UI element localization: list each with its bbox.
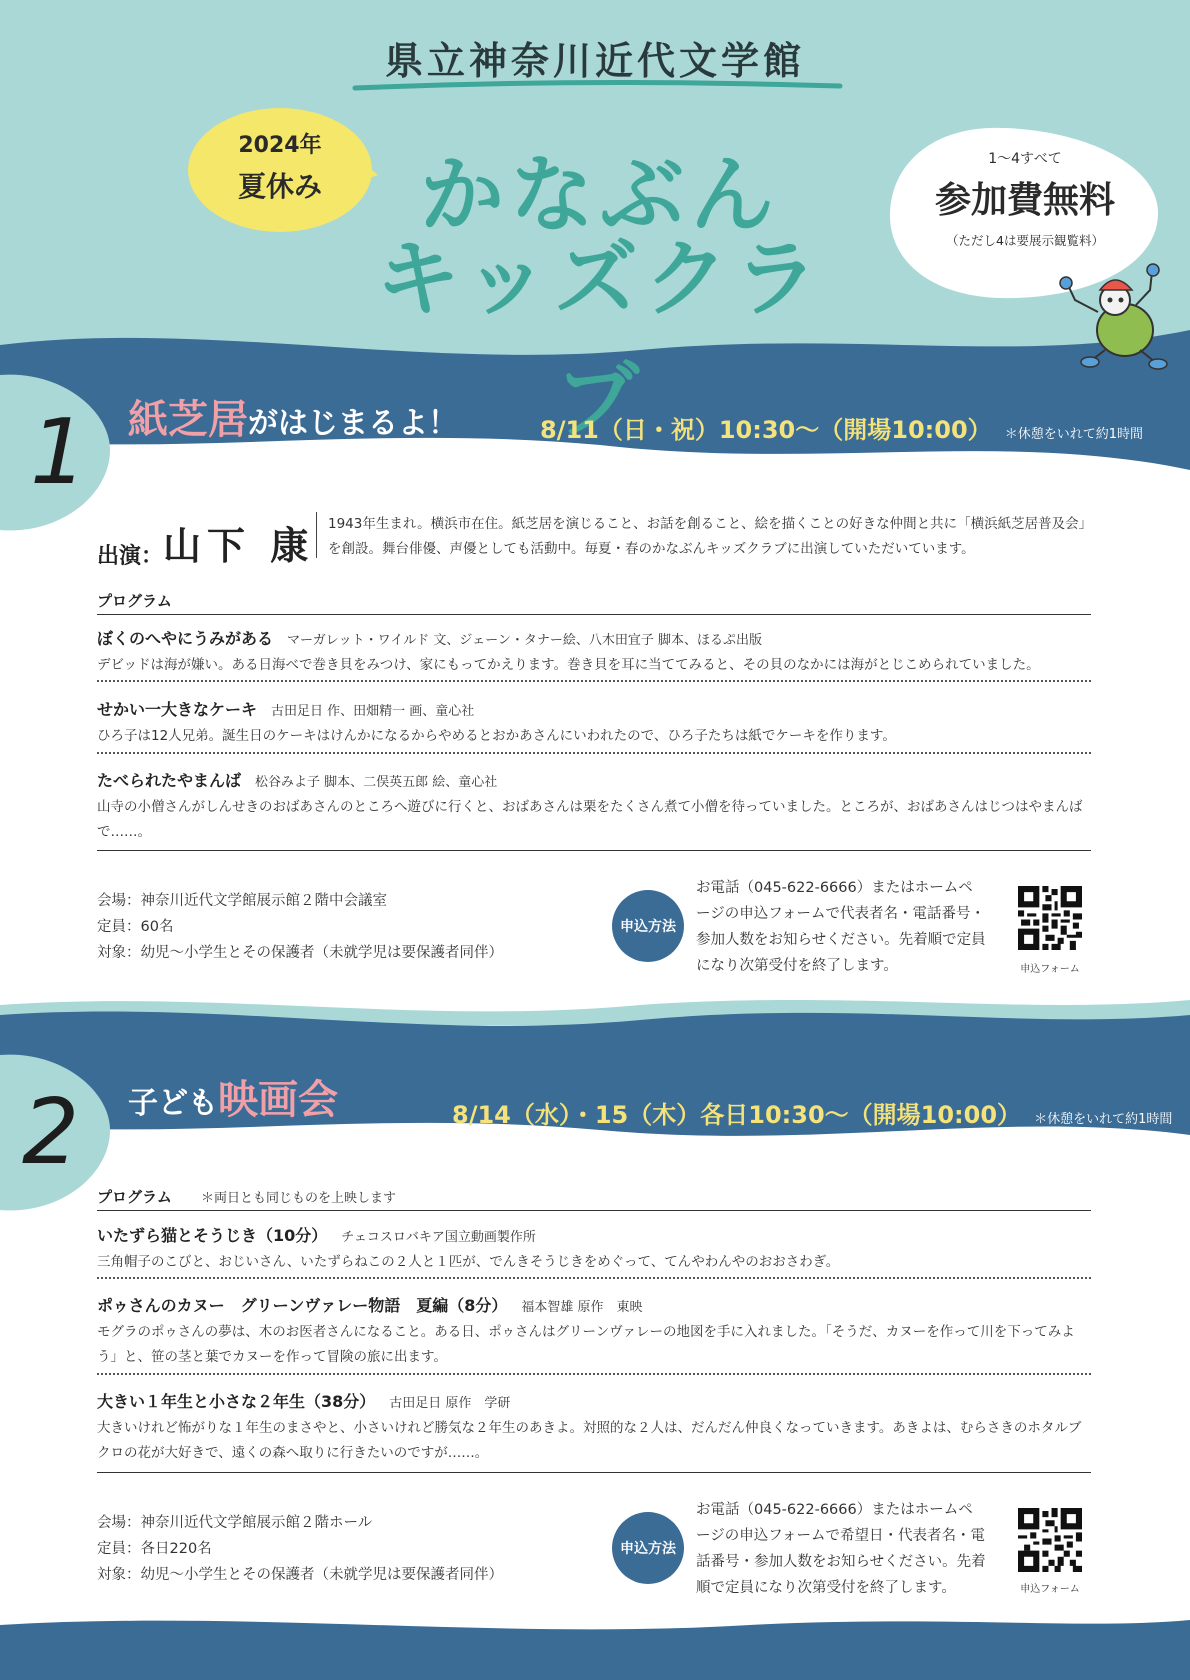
summer-bubble [205, 128, 355, 205]
qr-code-icon[interactable] [1018, 1508, 1082, 1572]
section1-rule-top [97, 614, 1091, 615]
performer-divider [316, 512, 317, 558]
item-title: いたずら猫とそうじき（10分） チェコスロバキア国立動画製作所 [97, 1226, 536, 1245]
free-small: 1〜4すべて [988, 151, 1062, 167]
performer-name: 山下 康 [163, 524, 315, 568]
item-divider [97, 752, 1091, 754]
section2-number: 2 [22, 1080, 80, 1185]
section2-rule-bottom [97, 1472, 1091, 1473]
section1-date: 8/11（日・祝）10:30〜（開場10:00） [540, 416, 992, 444]
item-meta: チェコスロバキア国立動画製作所 [341, 1230, 536, 1245]
section2-date-block [452, 1095, 1172, 1130]
item-desc: 山寺の小僧さんがしんせきのおばあさんのところへ遊びに行くと、おばあさんは栗をたくさん煮て小僧を待っていました。ところが、おばあさんはじつはやまんばで……。 [97, 799, 1083, 840]
item-divider [97, 1373, 1091, 1375]
venue: 会場：神奈川近代文学館展示館２階中会議室 [97, 893, 387, 909]
capacity: 定員：60名 [97, 919, 174, 935]
free-note: （ただし4は要展示観覧料） [946, 233, 1104, 248]
section1-number: 1 [30, 400, 88, 505]
item-desc: モグラのポゥさんの夢は、木のお医者さんになること。ある日、ポゥさんはグリーンヴァレーの地図を手に入れました。「そうだ、カヌーを作って川を下ってみよう」と、笹の茎と葉でカヌーを作って冒険の旅に出ます。 [97, 1324, 1075, 1365]
target: 対象：幼児〜小学生とその保護者（未就学児は要保護者同伴） [97, 945, 503, 961]
performer [97, 515, 314, 570]
section1-apply-text: お電話（045-622-6666）またはホームページの申込フォームで代表者名・電話番号・参加人数をお知らせください。先着順で定員になり次第受付を終了します。 [696, 880, 986, 974]
item-title: 大きい１年生と小さな２年生（38分） 古田足日 原作 学研 [97, 1392, 511, 1411]
item-divider [97, 680, 1091, 682]
program-item [97, 768, 1091, 845]
item-desc: 大きいけれど怖がりな１年生のまさやと、小さいけれど勝気な２年生のあきよ。対照的な２人は、だんだん仲良くなっていきます。あきよは、むらさきのホタルブクロの花が大好きで、遠くの森へ取りに行きたいのですが……。 [97, 1420, 1082, 1461]
free-main: 参加費無料 [934, 180, 1115, 221]
section1-date-block [540, 410, 1143, 445]
section1-title-pink: 紙芝居 [128, 397, 248, 443]
section2-title [128, 1068, 338, 1125]
item-meta: 松谷みよ子 脚本、二俣英五郎 絵、童心社 [255, 775, 498, 790]
item-meta: 古田足日 作、田畑精一 画、童心社 [271, 704, 475, 719]
section2-program-header [97, 1186, 396, 1207]
museum-name: 県立神奈川近代文学館 [384, 39, 805, 83]
section2-program-note: ＊両日とも同じものを上映します [200, 1191, 396, 1206]
section2-date-note: ＊休憩をいれて約1時間 [1034, 1112, 1173, 1127]
section2-apply-badge: 申込方法 [612, 1512, 684, 1584]
capacity: 定員：各日220名 [97, 1541, 212, 1557]
item-title: せかい一大きなケーキ 古田足日 作、田畑精一 画、童心社 [97, 700, 475, 719]
section2-info [97, 1510, 503, 1588]
season-label: 夏休み [237, 170, 322, 203]
section1-title-rest: がはじまるよ！ [248, 406, 458, 441]
section2-title-pink: 映画会 [218, 1077, 338, 1123]
section2-program-label: プログラム [97, 1188, 172, 1206]
year-label: 2024年 [238, 133, 322, 158]
item-meta: マーガレット・ワイルド 文、ジェーン・タナー絵、八木田宜子 脚本、ほるぷ出版 [287, 633, 762, 648]
item-desc: デビッドは海が嫌い。ある日海べで巻き貝をみつけ、家にもってかえります。巻き貝を耳に当ててみると、その貝のなかには海がとじこめられていました。 [97, 657, 1040, 673]
program-item [97, 1293, 1091, 1370]
item-divider [97, 1277, 1091, 1279]
item-title: ぼくのへやにうみがある マーガレット・ワイルド 文、ジェーン・タナー絵、八木田宜子 脚本、ほるぷ出版 [97, 629, 762, 648]
item-title: ポゥさんのカヌー グリーンヴァレー物語 夏編（8分） 福本智雄 原作 東映 [97, 1296, 643, 1315]
section1-program-label: プログラム [97, 592, 172, 610]
qr-caption: 申込フォーム [1020, 1584, 1080, 1595]
qr-caption: 申込フォーム [1020, 964, 1080, 975]
section1-date-note: ＊休憩をいれて約1時間 [1004, 427, 1144, 442]
section2-date: 8/14（水）・15（木）各日10:30〜（開場10:00） [452, 1101, 1022, 1129]
performer-bio: 1943年生まれ。横浜市在住。紙芝居を演じること、お話を創ること、絵を描くことの好きな仲間と共に「横浜紙芝居普及会」を創設。舞台俳優、声優としても活動中。毎夏・春のかなぶんキッズクラブに出演していただいています。 [328, 516, 1093, 557]
item-desc: ひろ子は12人兄弟。誕生日のケーキはけんかになるからやめるとおかあさんにいわれたので、ひろ子たちは紙でケーキを作ります。 [97, 728, 896, 744]
item-meta: 福本智雄 原作 東映 [521, 1300, 643, 1315]
item-title: たべられたやまんば 松谷みよ子 脚本、二俣英五郎 絵、童心社 [97, 771, 498, 790]
qr-code-icon[interactable] [1018, 886, 1082, 950]
item-meta: 古田足日 原作 学研 [389, 1396, 511, 1411]
program-item [97, 1389, 1091, 1466]
section1-rule-bottom [97, 850, 1091, 851]
item-desc: 三角帽子のこびと、おじいさん、いたずらねこの２人と１匹が、でんきそうじきをめぐって、てんやわんやのおおさわぎ。 [97, 1254, 840, 1270]
main-title-line1: かなぶん [419, 146, 780, 244]
program-item [97, 697, 1091, 749]
performer-label: 出演： [97, 544, 164, 569]
free-bubble [895, 148, 1155, 249]
program-item [97, 1223, 1091, 1275]
venue: 会場：神奈川近代文学館展示館２階ホール [97, 1515, 373, 1531]
section2-apply-text: お電話（045-622-6666）またはホームページの申込フォームで希望日・代表者名・電話番号・参加人数をお知らせください。先着順で定員になり次第受付を終了します。 [696, 1502, 986, 1596]
section1-title [128, 388, 458, 445]
target: 対象：幼児〜小学生とその保護者（未就学児は要保護者同伴） [97, 1567, 503, 1583]
section1-info [97, 888, 503, 966]
section2-title-rest: 子ども [128, 1086, 218, 1121]
section2-rule-top [97, 1210, 1091, 1211]
program-item [97, 626, 1091, 678]
main-title-line2: キッズクラブ [375, 230, 825, 449]
section1-apply-badge: 申込方法 [612, 890, 684, 962]
